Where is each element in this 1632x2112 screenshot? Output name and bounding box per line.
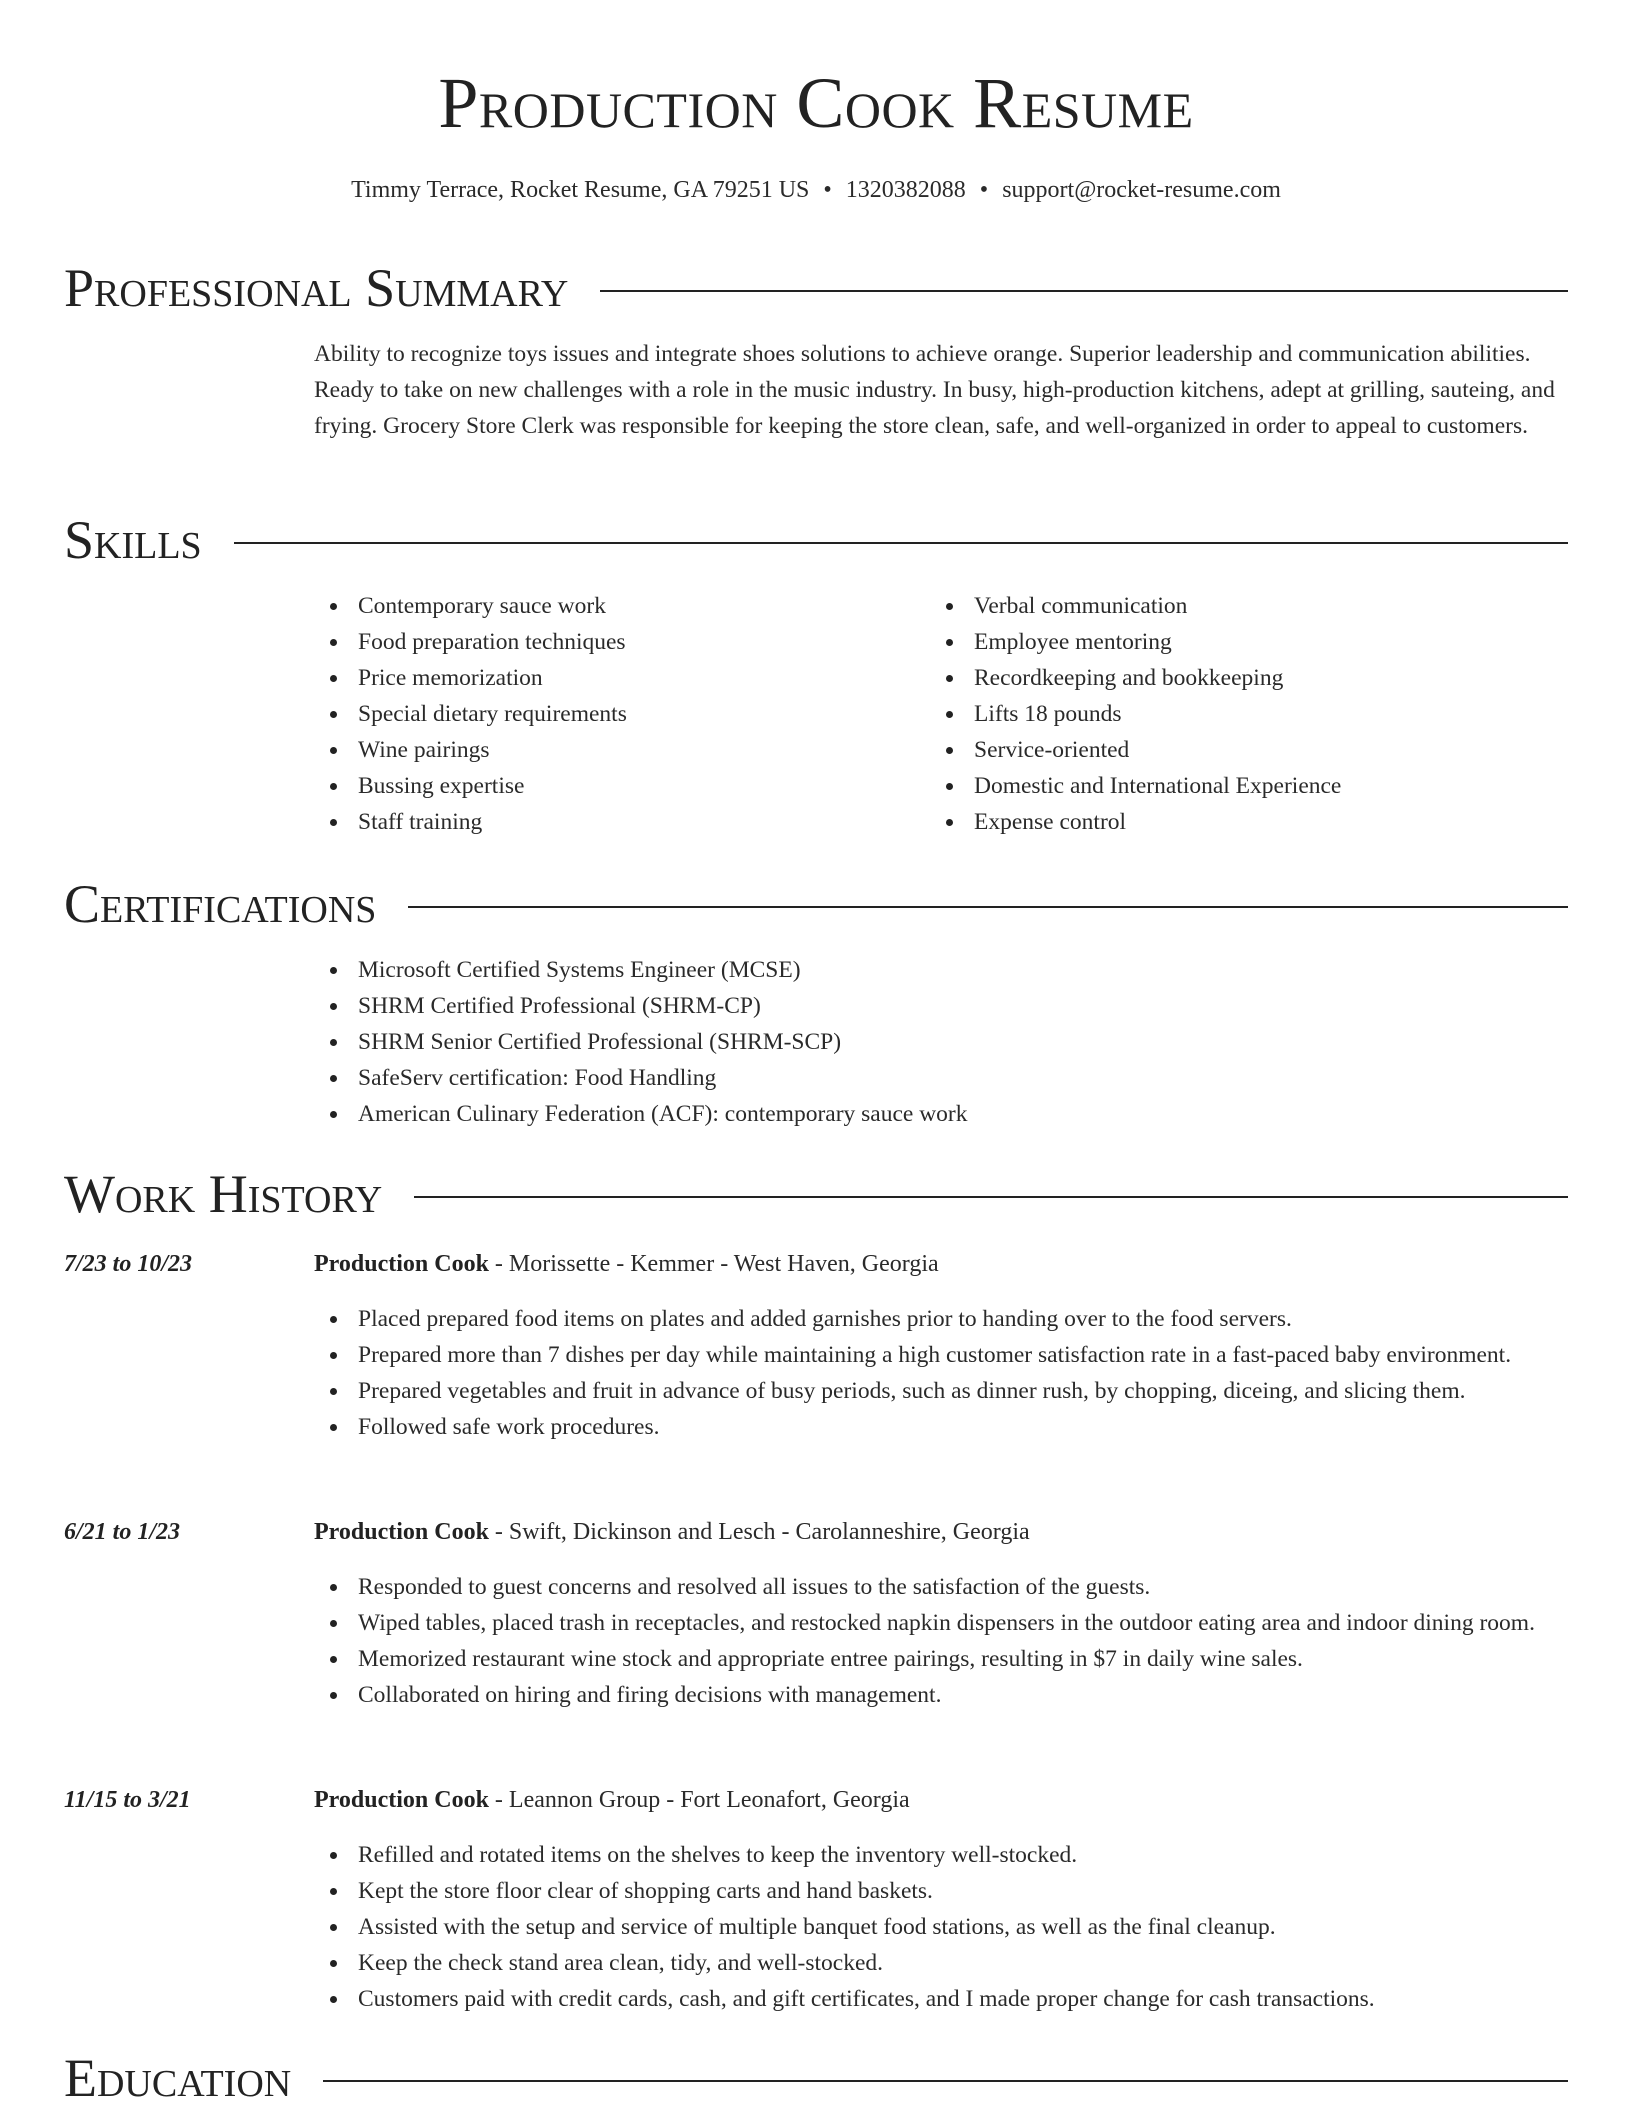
skill-item: Wine pairings xyxy=(314,732,914,768)
skill-item: Price memorization xyxy=(314,660,914,696)
job-dates: 7/23 to 10/23 xyxy=(64,1251,193,1277)
section-heading-summary xyxy=(64,256,1568,320)
section-title: Skills xyxy=(64,510,202,570)
contact-separator: • xyxy=(979,177,989,203)
section-divider xyxy=(414,1196,1568,1198)
section-title: Education xyxy=(64,2048,292,2108)
job-employer: - Morissette - Kemmer - West Haven, Georgia xyxy=(488,1251,939,1277)
job-bullet-item: Followed safe work procedures. xyxy=(314,1409,1568,1445)
contact-line xyxy=(0,174,1632,206)
skill-item: Recordkeeping and bookkeeping xyxy=(930,660,1530,696)
contact-address: Timmy Terrace, Rocket Resume, GA 79251 US xyxy=(351,177,810,203)
section-divider xyxy=(234,542,1568,544)
job-bullet-item: Placed prepared food items on plates and added garnishes prior to handing over to the food servers. xyxy=(314,1301,1568,1337)
job-bullet-item: Wiped tables, placed trash in receptacles, and restocked napkin dispensers in the outdoor eating area and indoor dining room. xyxy=(314,1605,1568,1641)
skill-item: Staff training xyxy=(314,804,914,840)
summary-text: Ability to recognize toys issues and integrate shoes solutions to achieve orange. Superior leadership and communication abilities. Ready to take on new challenges with a role in the music industry. In busy, high-production kitchens, adept at grilling, sauteing, and frying. Grocery Store Clerk was responsible for keeping the store clean, safe, and well-organized in order to appeal to customers. xyxy=(314,341,1555,439)
job-title-line xyxy=(314,1514,1568,1550)
job-bullet-item: Memorized restaurant wine stock and appropriate entree pairings, resulting in $7 in daily wine sales. xyxy=(314,1641,1568,1677)
job-bullet-item: Prepared more than 7 dishes per day while maintaining a high customer satisfaction rate in a fast-paced baby environment. xyxy=(314,1337,1568,1373)
skill-item: Bussing expertise xyxy=(314,768,914,804)
certification-item: SHRM Certified Professional (SHRM-CP) xyxy=(314,988,1568,1024)
section-title: Professional Summary xyxy=(64,258,569,318)
skills-column-right xyxy=(930,588,1530,840)
job-dates: 11/15 to 3/21 xyxy=(64,1787,191,1813)
section-heading-education xyxy=(64,2046,1568,2110)
certification-item: Microsoft Certified Systems Engineer (MCSE) xyxy=(314,952,1568,988)
job-bullets xyxy=(314,1569,1568,1713)
job-title-line xyxy=(314,1782,1568,1818)
section-divider xyxy=(323,2080,1568,2082)
section-heading-skills xyxy=(64,508,1568,572)
section-title: Work History xyxy=(64,1164,383,1224)
skill-item: Verbal communication xyxy=(930,588,1530,624)
job-bullet-item: Refilled and rotated items on the shelves to keep the inventory well-stocked. xyxy=(314,1837,1568,1873)
job-bullets xyxy=(314,1837,1568,2017)
job-title: Production Cook xyxy=(314,1787,489,1813)
job-employer: - Leannon Group - Fort Leonafort, Georgia xyxy=(488,1787,910,1813)
skill-item: Domestic and International Experience xyxy=(930,768,1530,804)
contact-phone: 1320382088 xyxy=(845,177,966,203)
job-bullet-item: Prepared vegetables and fruit in advance of busy periods, such as dinner rush, by chopping, diceing, and slicing them. xyxy=(314,1373,1568,1409)
job-title: Production Cook xyxy=(314,1251,489,1277)
skills-column-left xyxy=(314,588,914,840)
skill-item: Food preparation techniques xyxy=(314,624,914,660)
skill-item: Expense control xyxy=(930,804,1530,840)
certification-item: American Culinary Federation (ACF): contemporary sauce work xyxy=(314,1096,1568,1132)
skill-item: Lifts 18 pounds xyxy=(930,696,1530,732)
job-bullets xyxy=(314,1301,1568,1445)
skill-item: Contemporary sauce work xyxy=(314,588,914,624)
job-bullet-item: Assisted with the setup and service of multiple banquet food stations, as well as the final cleanup. xyxy=(314,1909,1568,1945)
section-title: Certifications xyxy=(64,874,377,934)
job-title-line xyxy=(314,1246,1568,1282)
job-bullet-item: Responded to guest concerns and resolved all issues to the satisfaction of the guests. xyxy=(314,1569,1568,1605)
certification-item: SHRM Senior Certified Professional (SHRM-SCP) xyxy=(314,1024,1568,1060)
section-heading-certifications xyxy=(64,872,1568,936)
skill-item: Special dietary requirements xyxy=(314,696,914,732)
job-employer: - Swift, Dickinson and Lesch - Carolanneshire, Georgia xyxy=(488,1519,1030,1545)
job-dates: 6/21 to 1/23 xyxy=(64,1519,181,1545)
contact-separator: • xyxy=(823,177,832,203)
section-heading-work-history xyxy=(64,1162,1568,1226)
section-divider xyxy=(600,290,1568,292)
contact-email: support@rocket-resume.com xyxy=(1002,177,1281,203)
job-bullet-item: Collaborated on hiring and firing decisions with management. xyxy=(314,1677,1568,1713)
job-bullet-item: Keep the check stand area clean, tidy, and well-stocked. xyxy=(314,1945,1568,1981)
section-divider xyxy=(408,906,1568,908)
skill-item: Service-oriented xyxy=(930,732,1530,768)
job-bullet-item: Kept the store floor clear of shopping carts and hand baskets. xyxy=(314,1873,1568,1909)
certifications-list xyxy=(314,952,1568,1132)
certification-item: SafeServ certification: Food Handling xyxy=(314,1060,1568,1096)
job-title: Production Cook xyxy=(314,1519,489,1545)
skill-item: Employee mentoring xyxy=(930,624,1530,660)
resume-title: Production Cook Resume xyxy=(438,63,1194,143)
job-bullet-item: Customers paid with credit cards, cash, and gift certificates, and I made proper change for cash transactions. xyxy=(314,1981,1568,2017)
